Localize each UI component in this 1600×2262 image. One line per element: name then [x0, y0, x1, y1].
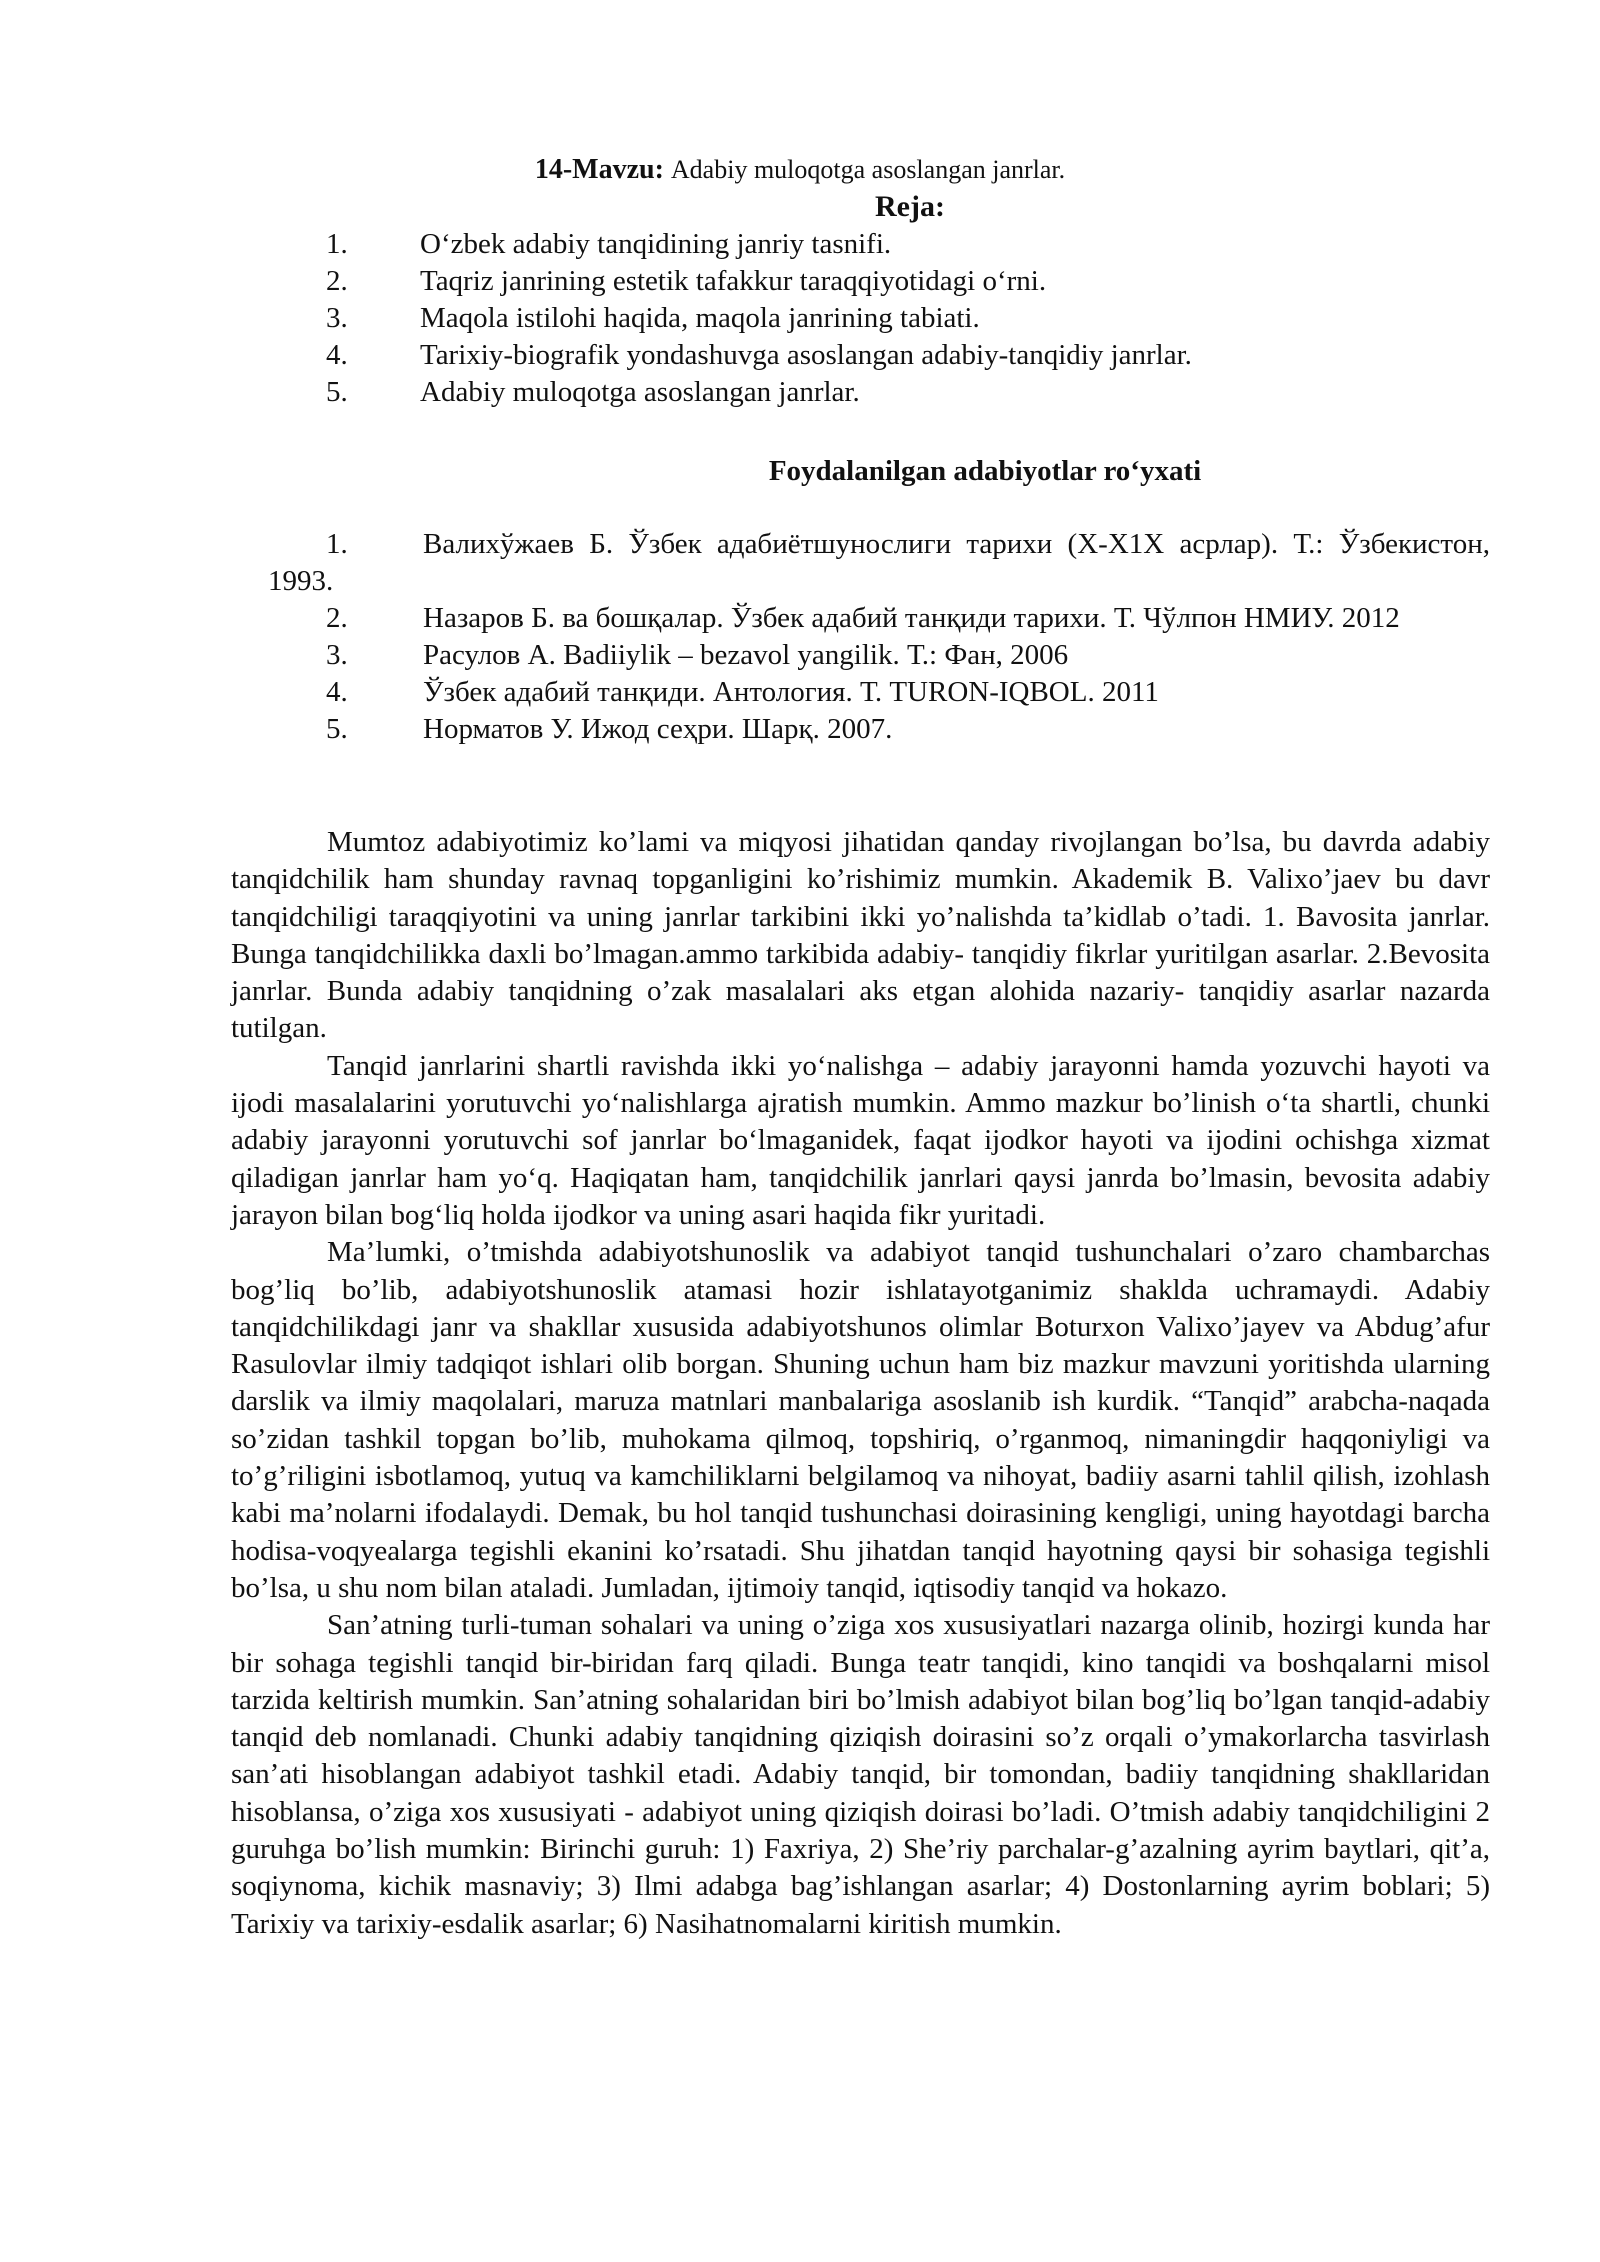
body-paragraph: Mumtoz adabiyotimiz ko’lami va miqyosi jihatidan qanday rivojlangan bo’lsa, bu davrda adabiy tanqidchilik ham shunday ravnaq topganligini ko’rishimiz mumkin. Akademik B. Valixo’jaev bu davr tanqidchiligi taraqqiyotini va uning janrlar tarkibini ikki yo’nalishda ta’kidlab o’tadi. 1. Bavosita janrlar. Bunga tanqidchilikka daxli bo’lmagan.ammo tarkibida adabiy- tanqidiy fikrlar yuritilgan asarlar. 2.Bevosita janrlar. Bunda adabiy tanqidning o’zak masalalari aks etgan alohida nazariy- tanqidiy asarlar nazarda tutilgan. [231, 826, 1490, 1045]
reference-text: Расулов А. Badiiylik – bezavol yangilik. Т.: Фан, 2006 [423, 639, 1069, 671]
plan-item-number: 4. [326, 339, 348, 371]
reference-text: Валихўжаев Б. Ўзбек адабиётшунослиги тарихи (X-X1X асрлар). Т.: Ўзбекистон, 1993. [268, 528, 1490, 597]
reference-number: 5. [326, 713, 348, 745]
plan-item [0, 263, 1600, 300]
plan-item-text: Maqola istilohi haqida, maqola janrining tabiati. [420, 302, 980, 334]
reference-number: 1. [326, 528, 348, 560]
reference-item [268, 674, 1490, 711]
plan-item [0, 374, 1600, 411]
plan-list [0, 226, 1600, 411]
topic-title: Adabiy muloqotga asoslangan janrlar. [670, 155, 1066, 184]
reference-item [268, 600, 1490, 637]
reference-text: Ўзбек адабий танқиди. Антология. Т. TURON-IQBOL. 2011 [423, 676, 1159, 708]
body-paragraph: San’atning turli-tuman sohalari va uning o’ziga xos xususiyatlari nazarga olinib, hozirgi kunda har bir sohaga tegishli tanqid bir-biridan farq qiladi. Bunga teatr tanqidi, kino tanqidi va boshqalarni misol tarzida keltirish mumkin. San’atning sohalaridan biri bo’lmish adabiyot bilan bog’liq bo’lgan tanqid-adabiy tanqid deb nomlanadi. Chunki adabiy tanqidning qiziqish doirasini so’z orqali o’ymakorlarcha tasvirlash san’ati hisoblangan adabiyot tashkil etadi. Adabiy tanqid, bir tomondan, badiiy tanqidning shakllaridan hisoblansa, o’ziga xos xususiyati - adabiyot uning qiziqish doirasi bo’ladi. O’tmish adabiy tanqidchiligini 2 guruhga bo’lish mumkin: Birinchi guruh: 1) Faxriya, 2) She’riy parchalar-g’azalning ayrim baytlari, qit’a, soqiynoma, kichik masnaviy; 3) Ilmi adabga bag’ishlangan asarlar; 4) Dostonlarning ayrim boblari; 5) Tarixiy va tarixiy-esdalik asarlar; 6) Nasihatnomalarni kiritish mumkin. [231, 1609, 1490, 1940]
reference-number: 2. [326, 602, 348, 634]
plan-item-text: Adabiy muloqotga asoslangan janrlar. [420, 376, 860, 408]
reference-item [268, 637, 1490, 674]
page-title [0, 152, 1600, 188]
references-heading: Foydalanilgan adabiyotlar ro‘yxati [768, 455, 1202, 487]
plan-heading: Reja: [875, 190, 945, 223]
references-list [268, 526, 1490, 748]
plan-item-number: 1. [326, 228, 348, 260]
plan-item-number: 5. [326, 376, 348, 408]
reference-text: Назаров Б. ва бошқалар. Ўзбек адабий танқиди тарихи. Т. Чўлпон НМИУ. 2012 [423, 602, 1400, 634]
plan-item-text: Taqriz janrining estetik tafakkur taraqqiyotidagi o‘rni. [420, 265, 1047, 297]
plan-item [0, 337, 1600, 374]
plan-item [0, 300, 1600, 337]
plan-item-number: 2. [326, 265, 348, 297]
topic-number: 14-Mavzu: [534, 154, 664, 185]
reference-number: 3. [326, 639, 348, 671]
reference-number: 4. [326, 676, 348, 708]
reference-text: Норматов У. Ижод сеҳри. Шарқ. 2007. [423, 713, 893, 745]
reference-item [268, 526, 1490, 600]
reference-item [268, 711, 1490, 748]
plan-item-text: O‘zbek adabiy tanqidining janriy tasnifi. [420, 228, 892, 260]
body-paragraph: Ma’lumki, o’tmishda adabiyotshunoslik va adabiyot tanqid tushunchalari o’zaro chambarchas bog’liq bo’lib, adabiyotshunoslik atamasi hozir ishlatayotganimiz shaklda uchramaydi. Adabiy tanqidchilikdagi janr va shakllar xususida adabiyotshunos olimlar Boturxon Valixo’jayev va Abdug’afur Rasulovlar ilmiy tadqiqot ishlari olib borgan. Shuning uchun ham biz mazkur mavzuni yoritishda ularning darslik va ilmiy maqolalari, maruza matnlari manbalariga asoslanib ish kurdik. “Tanqid” arabcha-naqada so’zidan tashkil topgan bo’lib, muhokama qilmoq, topshiriq, o’rganmoq, nimaningdir haqqoniyligi va to’g’riligini isbotlamoq, yutuq va kamchiliklarni belgilamoq va nihoyat, badiiy asarni tahlil qilish, izohlash kabi ma’nolarni ifodalaydi. Demak, bu hol tanqid tushunchasi doirasining kengligi, uning hayotdagi barcha hodisa-voqyealarga tegishli ekanini ko’rsatadi. Shu jihatdan tanqid hayotning qaysi bir sohasiga tegishli bo’lsa, u shu nom bilan ataladi. Jumladan, ijtimoiy tanqid, iqtisodiy tanqid va hokazo. [231, 1236, 1490, 1604]
body-paragraph: Tanqid janrlarini shartli ravishda ikki yo‘nalishga – adabiy jarayonni hamda yozuvchi hayoti va ijodi masalalarini yorutuvchi yo‘nalishlarga ajratish mumkin. Ammo mazkur bo’linish o‘ta shartli, chunki adabiy jarayonni yorutuvchi sof janrlar bo‘lmaganidek, faqat ijodkor hayoti va ijodini ochishga xizmat qiladigan janrlar ham yo‘q. Haqiqatan ham, tanqidchilik janrlari qaysi janrda bo’lmasin, bevosita adabiy jarayon bilan bog‘liq holda ijodkor va uning asari haqida fikr yuritadi. [231, 1049, 1490, 1231]
plan-item-text: Tarixiy-biografik yondashuvga asoslangan adabiy-tanqidiy janrlar. [420, 339, 1192, 371]
body-text [231, 824, 1490, 1943]
plan-item [0, 226, 1600, 263]
plan-item-number: 3. [326, 302, 348, 334]
